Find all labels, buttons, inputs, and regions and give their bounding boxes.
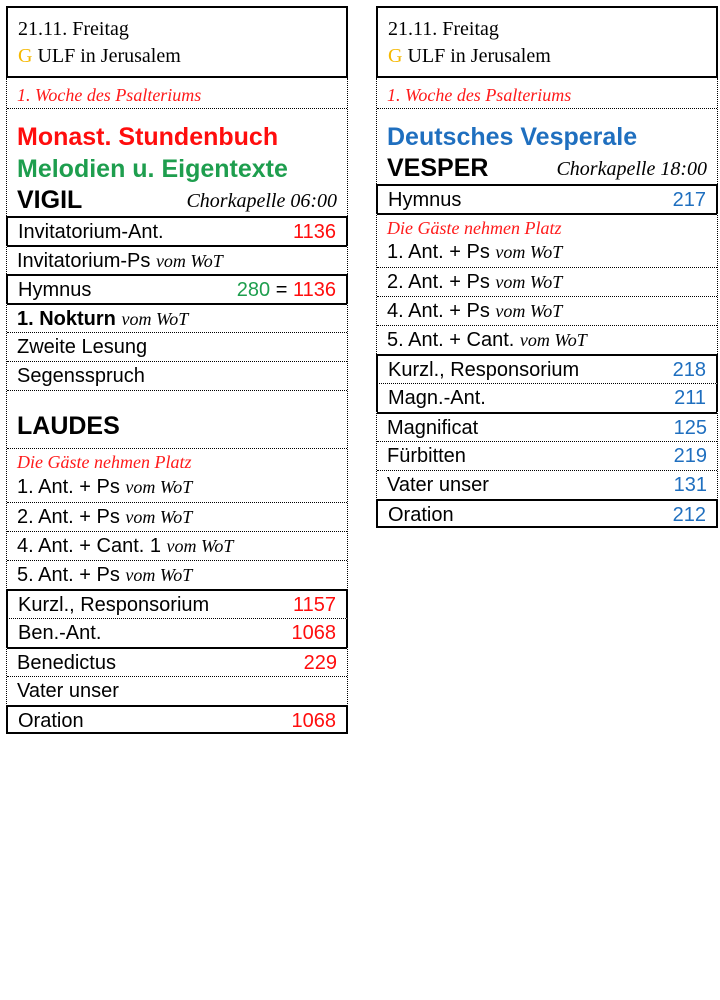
row-label: Oration [18,710,84,732]
guests-note: Die Gäste nehmen Platz [387,218,562,238]
laudes-heading [7,390,347,448]
zweite-lesung-row [7,332,347,361]
page-number: 1136 [292,221,336,243]
row-label: Zweite Lesung [17,336,148,358]
date-label: 21.11. Freitag [388,18,499,40]
hymnus-row [6,274,348,303]
book-title-block [7,108,347,216]
guests-note-row [7,448,347,473]
day-header [6,6,348,78]
row-label: Kurzl., Responsorium [18,594,210,616]
page-number: 1068 [291,710,336,732]
row-label: Ben.-Ant. [18,622,102,644]
invitatorium-ps-row [7,245,347,274]
book-title: Monast. Stundenbuch [17,123,279,151]
row-note: vom WoT [495,272,563,292]
row-label: Segensspruch [17,365,145,387]
segensspruch-row [7,361,347,390]
vigil-heading [17,185,337,216]
laudes-vater-unser-row [7,676,347,705]
guests-note: Die Gäste nehmen Platz [17,452,192,472]
row-label: 2. Ant. + Ps [17,506,120,528]
row-label: Magnificat [387,417,479,439]
guests-note-row [377,213,717,238]
ben-ant-row [6,618,348,647]
row-label: Hymnus [18,279,92,301]
vesper-hymnus-row [376,184,718,213]
page-number: 1068 [291,622,336,644]
row-label: Vater unser [17,680,119,702]
row-note: vom WoT [125,507,193,527]
vesper-ant1-row [377,238,717,267]
laudes-oration-row [6,705,348,734]
row-note: vom WoT [155,251,223,271]
feast-name: ULF in Jerusalem [37,45,181,67]
row-label: Magn.-Ant. [388,387,486,409]
row-note: vom WoT [166,536,234,556]
page-number: 217 [672,189,706,211]
vesper-ant2-row [377,267,717,296]
page-number: 1157 [292,594,336,616]
date-label: 21.11. Freitag [18,18,129,40]
laudes-ant2-row [7,502,347,531]
psalter-week [7,78,347,108]
page-number: 131 [673,474,707,496]
invitatorium-ant-row [6,216,348,245]
magn-ant-row [376,383,718,412]
row-note: vom WoT [495,301,563,321]
laudes-kurzl-row [6,589,348,618]
left-column [6,6,348,734]
vesper-kurzl-row [376,354,718,383]
vesper-oration-row [376,499,718,528]
right-column [376,6,718,528]
laudes-title: LAUDES [17,412,120,440]
page-number: 211 [674,387,706,409]
vigil-chapel: Chorkapelle 06:00 [186,190,337,212]
row-label: 1. Nokturn [17,308,116,330]
psalter-week [377,78,717,108]
fuerbitten-row [377,441,717,470]
schedule-body [376,78,718,528]
feast-line [18,43,336,70]
psalter-week-text: 1. Woche des Psalteriums [17,85,202,105]
row-label: 1. Ant. + Ps [387,241,490,263]
page-number: 229 [303,652,337,674]
row-note: vom WoT [495,242,563,262]
vesper-vater-unser-row [377,470,717,499]
row-label: Invitatorium-Ant. [18,221,164,243]
page-number: 1136 [292,279,336,301]
row-label: 5. Ant. + Cant. [387,329,515,351]
nokturn-row [7,303,347,332]
vesper-title: VESPER [387,154,489,182]
book-title: Deutsches Vesperale [387,123,638,151]
page-number: 280 [236,279,271,301]
page-number: 219 [673,445,707,467]
row-note: vom WoT [125,477,193,497]
day-header [376,6,718,78]
row-note: vom WoT [125,565,193,585]
equals-sign: = [275,279,288,301]
vesper-chapel: Chorkapelle 18:00 [556,158,707,180]
row-label: 5. Ant. + Ps [17,564,120,586]
page-number: 212 [672,504,706,526]
rank-letter: G [18,45,33,67]
feast-name: ULF in Jerusalem [407,45,551,67]
row-label: Benedictus [17,652,116,674]
page-number: 218 [672,359,706,381]
row-label: 4. Ant. + Cant. 1 [17,535,161,557]
laudes-ant5-row [7,560,347,589]
row-label: Fürbitten [387,445,466,467]
vesper-ant5-row [377,325,717,354]
magnificat-row [377,412,717,441]
book-title-block [377,108,717,184]
vesper-heading [387,153,707,184]
laudes-ant1-row [7,473,347,502]
row-label: 2. Ant. + Ps [387,271,490,293]
page-number: 125 [673,417,707,439]
row-label: Vater unser [387,474,489,496]
feast-line [388,43,706,70]
row-note: vom WoT [519,330,587,350]
row-label: Invitatorium-Ps [17,250,151,272]
row-label: 1. Ant. + Ps [17,476,120,498]
rank-letter: G [388,45,403,67]
benedictus-row [7,647,347,676]
row-note: vom WoT [121,309,189,329]
row-label: Kurzl., Responsorium [388,359,580,381]
row-label: Hymnus [388,189,462,211]
vigil-title: VIGIL [17,186,83,214]
schedule-body [6,78,348,734]
row-label: Oration [388,504,454,526]
vesper-ant4-row [377,296,717,325]
book-subtitle: Melodien u. Eigentexte [17,155,288,183]
laudes-ant4-row [7,531,347,560]
psalter-week-text: 1. Woche des Psalteriums [387,85,572,105]
row-label: 4. Ant. + Ps [387,300,490,322]
